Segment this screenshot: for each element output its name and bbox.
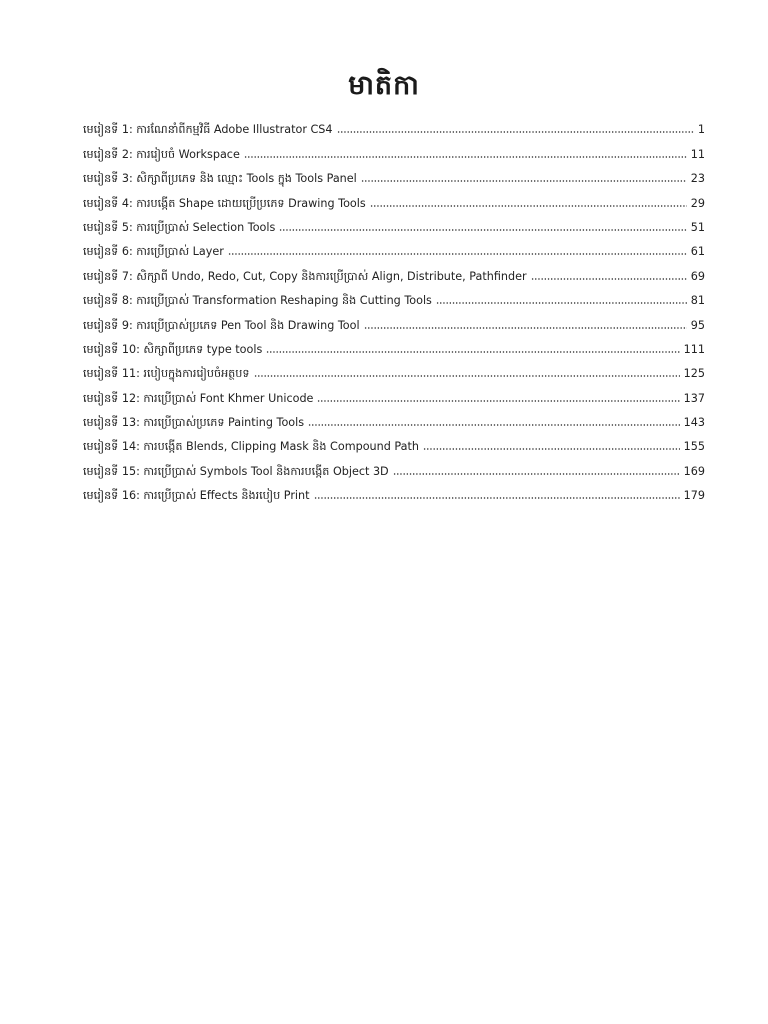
toc-entry-label: មេរៀនទី 4: ការបង្កើត Shape ដោយប្រើប្រភេទ Drawing Tools (83, 196, 366, 210)
toc-entry-page: 169 (683, 464, 705, 478)
toc-entry-label: មេរៀនទី 13: ការប្រើប្រាស់ប្រភេទ Painting Tools (83, 416, 305, 430)
toc-entry-page: 81 (690, 294, 705, 308)
toc-entry (83, 309, 705, 333)
dot-leader (393, 472, 680, 476)
toc-entry (83, 236, 705, 260)
toc-entry (83, 114, 705, 138)
toc-entry (83, 480, 705, 504)
dot-leader (531, 277, 687, 281)
dot-leader (361, 179, 687, 183)
dot-leader (364, 326, 687, 330)
dot-leader (308, 423, 680, 427)
toc-entry-page: 69 (690, 269, 705, 283)
dot-leader (317, 399, 679, 403)
toc-entry-page: 179 (683, 489, 705, 503)
toc-entry (83, 431, 705, 455)
toc-entry (83, 358, 705, 382)
toc-entry-label: មេរៀនទី 1: ការណែនាំពីកម្មវិធី Adobe Illustrator CS4 (83, 123, 333, 137)
dot-leader (314, 496, 680, 500)
dot-leader (266, 350, 679, 354)
page-title: មាតិកា (348, 70, 420, 102)
toc-entry-label: មេរៀនទី 10: សិក្សាពីប្រភេទ type tools (83, 342, 263, 356)
toc-entry (83, 285, 705, 309)
toc-entry-page: 137 (683, 391, 705, 405)
toc-entry (83, 187, 705, 211)
toc-entry-label: មេរៀនទី 11: របៀបក្នុងការរៀបចំអត្ថបទ (83, 367, 250, 381)
toc-entry-label: មេរៀនទី 2: ការរៀបចំ Workspace (83, 147, 240, 161)
toc-entry-label: មេរៀនទី 7: សិក្សាពី Undo, Redo, Cut, Copy និងការប្រើប្រាស់ Align, Distribute, Pathfinder (83, 269, 527, 283)
toc-entry-label: មេរៀនទី 6: ការប្រើប្រាស់ Layer (83, 245, 224, 259)
toc-entry (83, 382, 705, 406)
toc-entry (83, 138, 705, 162)
dot-leader (436, 301, 687, 305)
toc-entry-page: 111 (683, 342, 705, 356)
dot-leader (370, 204, 687, 208)
toc-entry (83, 334, 705, 358)
table-of-contents (83, 114, 705, 504)
toc-entry-label: មេរៀនទី 16: ការប្រើប្រាស់ Effects និងរបៀប Print (83, 489, 310, 503)
toc-entry-label: មេរៀនទី 8: ការប្រើប្រាស់ Transformation Reshaping និង Cutting Tools (83, 294, 432, 308)
toc-entry-label: មេរៀនទី 14: ការបង្កើត Blends, Clipping Mask និង Compound Path (83, 440, 419, 454)
toc-entry (83, 212, 705, 236)
toc-entry-page: 143 (683, 416, 705, 430)
toc-entry-label: មេរៀនទី 5: ការប្រើប្រាស់ Selection Tools (83, 220, 276, 234)
toc-entry (83, 163, 705, 187)
toc-entry-label: មេរៀនទី 12: ការប្រើប្រាស់ Font Khmer Unicode (83, 391, 314, 405)
dot-leader (279, 228, 686, 232)
toc-entry-label: មេរៀនទី 15: ការប្រើប្រាស់ Symbols Tool និងការបង្កើត Object 3D (83, 464, 389, 478)
dot-leader (337, 130, 694, 134)
toc-entry-page: 29 (690, 196, 705, 210)
toc-entry-page: 51 (690, 220, 705, 234)
dot-leader (254, 374, 680, 378)
toc-entry-page: 95 (690, 318, 705, 332)
toc-entry-label: មេរៀនទី 9: ការប្រើប្រាស់ប្រភេទ Pen Tool និង Drawing Tool (83, 318, 360, 332)
toc-entry-page: 155 (683, 440, 705, 454)
toc-entry-label: មេរៀនទី 3: សិក្សាពីប្រភេទ និង ឈ្មោះ Tools ក្នុង Tools Panel (83, 172, 357, 186)
dot-leader (228, 252, 687, 256)
dot-leader (423, 447, 680, 451)
toc-entry-page: 23 (690, 172, 705, 186)
toc-entry-page: 11 (690, 147, 705, 161)
dot-leader (244, 155, 687, 159)
toc-entry (83, 260, 705, 284)
toc-entry-page: 61 (690, 245, 705, 259)
toc-entry-page: 1 (697, 123, 705, 137)
toc-entry (83, 455, 705, 479)
toc-entry-page: 125 (683, 367, 705, 381)
toc-entry (83, 407, 705, 431)
